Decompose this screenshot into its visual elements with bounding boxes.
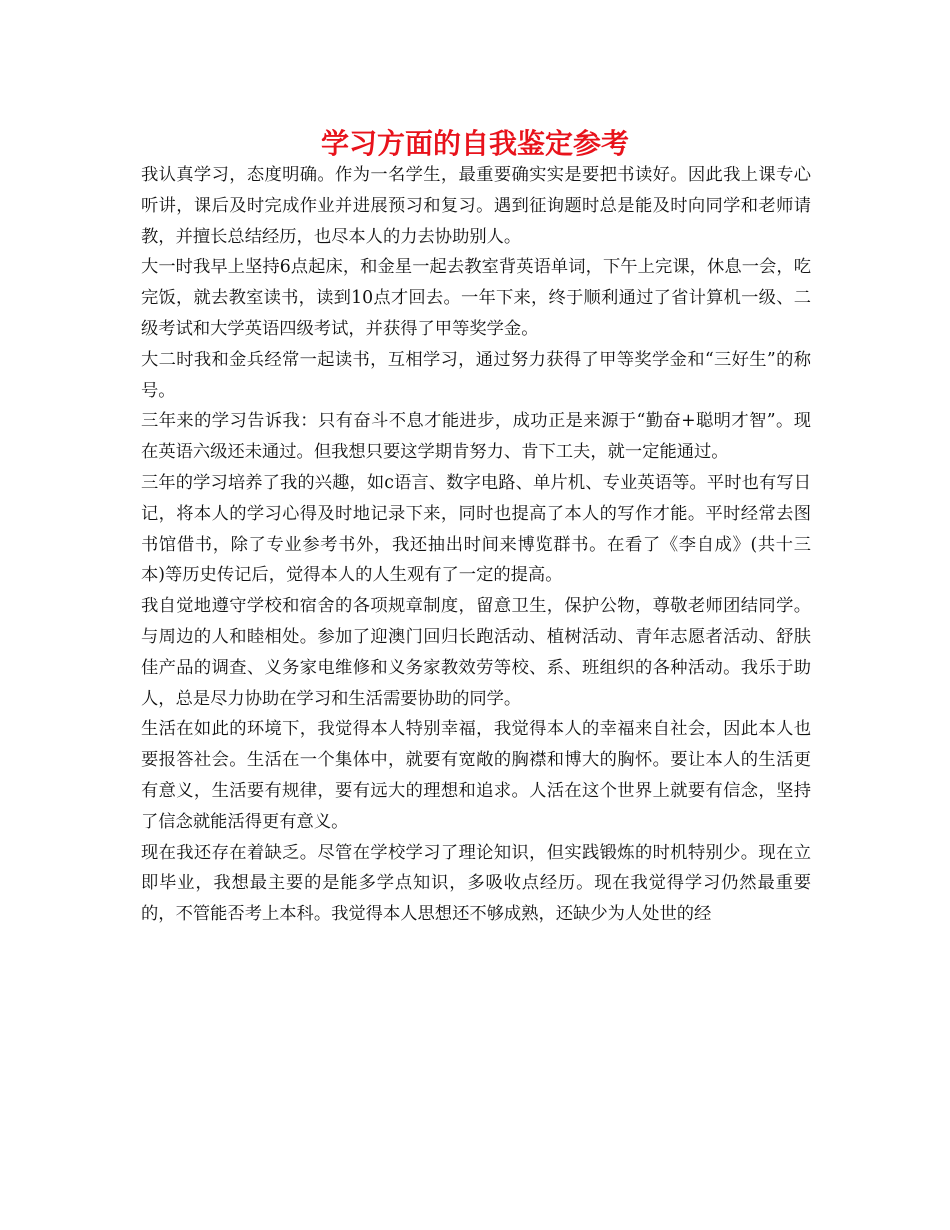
paragraph-4: 三年来的学习告诉我：只有奋斗不息才能进步，成功正是来源于“勤奋+聪明才智”。现在英语六级还未通过。但我想只要这学期肯努力、肯下工夫，就一定能通过。: [141, 411, 811, 463]
paragraph-1: 我认真学习，态度明确。作为一名学生，最重要确实实是要把书读好。因此我上课专心听讲，课后及时完成作业并进展预习和复习。遇到征询题时总是能及时向同学和老师请教，并擅长总结经历，也尽本人的力去协助别人。: [141, 165, 811, 247]
document-title: 学习方面的自我鉴定参考: [320, 127, 629, 160]
paragraph-3: 大二时我和金兵经常一起读书，互相学习，通过努力获得了甲等奖学金和“三好生”的称号。: [141, 349, 811, 401]
paragraph-7: 生活在如此的环境下，我觉得本人特别幸福，我觉得本人的幸福来自社会，因此本人也要报答社会。生活在一个集体中，就要有宽敞的胸襟和博大的胸怀。要让本人的生活更有意义，生活要有规律，要有远大的理想和追求。人活在这个世界上就要有信念，坚持了信念就能活得更有意义。: [141, 719, 811, 832]
paragraph-8: 现在我还存在着缺乏。尽管在学校学习了理论知识，但实践锻炼的时机特别少。现在立即毕业，我想最主要的是能多学点知识，多吸收点经历。现在我觉得学习仍然最重要的，不管能否考上本科。我觉得本人思想还不够成熟，还缺少为人处世的经: [141, 842, 811, 925]
paragraph-6: 我自觉地遵守学校和宿舍的各项规章制度，留意卫生，保护公物，尊敬老师团结同学。与周边的人和睦相处。参加了迎澳门回归长跑活动、植树活动、青年志愿者活动、舒肤佳产品的调查、义务家电维修和义务家教效劳等校、系、班组织的各种活动。我乐于助人，总是尽力协助在学习和生活需要协助的同学。: [141, 596, 811, 709]
document-body: [141, 160, 811, 930]
paragraph-2: 大一时我早上坚持6点起床，和金星一起去教室背英语单词，下午上完课，休息一会，吃完饭，就去教室读书，读到10点才回去。一年下来，终于顺利通过了省计算机一级、二级考试和大学英语四级考试，并获得了甲等奖学金。: [141, 257, 811, 339]
paragraph-5: 三年的学习培养了我的兴趣，如c语言、数字电路、单片机、专业英语等。平时也有写日记，将本人的学习心得及时地记录下来，同时也提高了本人的写作才能。平时经常去图书馆借书，除了专业参考书外，我还抽出时间来博览群书。在看了《李自成》(共十三本)等历史传记后，觉得本人的人生观有了一定的提高。: [141, 472, 811, 586]
